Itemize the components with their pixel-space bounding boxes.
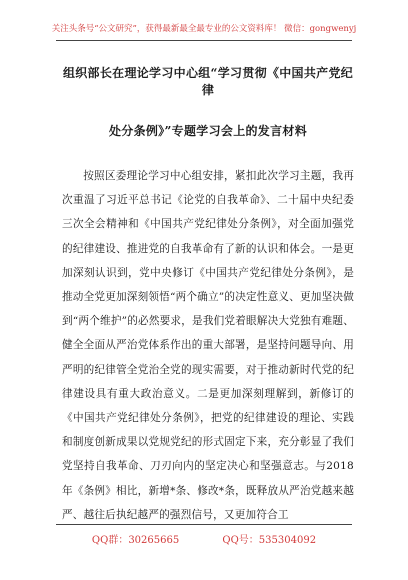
document-body-paragraph: 按照区委理论学习中心组安排，紧扣此次学习主题，我再次重温了习近平总书记《论党的自我革命》、二十届中央纪委三次全会精神和《中国共产党纪律处分条例》，对全面加强党的纪律建设、推进党的自我革命有了新的认识和体会。一是更加深刻认识到，党中央修订《中国共产党纪律处分条例》，是推动全党更加深刻领悟“两个确立”的决定性意义、更加坚决做到“两个维护”的必然要求，是我们党着眼解决大党独有难题、健全全面从严治党体系作出的重大部署，是坚持问题导向、用严明的纪律管全党治全党的现实需要，对于推动新时代党的纪律建设具有重大政治意义。二是更加深刻理解到，新修订的《中国共产党纪律处分条例》，把党的纪律建设的理论、实践和制度创新成果以党规党纪的形式固定下来，充分彰显了我们党坚持自我革命、刀刃向内的坚定决心和坚强意志。与2018年《条例》相比，新增*条、修改*条，既释放从严治党越来越严、越往后执纪越严的强烈信号，又更加符合工 <box>62 170 354 521</box>
header-divider <box>56 40 352 41</box>
footer-divider <box>56 524 352 525</box>
footer-contact <box>0 531 408 546</box>
document-title-line-1: 组织部长在理论学习中心组“学习贯彻《中国共产党纪律 <box>62 66 354 97</box>
header-promo-note: 关注头条号“公文研究”，获得最新最全最专业的公文资料库！ 微信：gongwenyj <box>51 24 357 34</box>
document-title-line-2: 处分条例》”专题学习会上的发言材料 <box>108 124 307 138</box>
footer-qq-group: QQ群：30265665 <box>91 535 180 546</box>
footer-qq-number: QQ号：535304092 <box>222 535 317 546</box>
